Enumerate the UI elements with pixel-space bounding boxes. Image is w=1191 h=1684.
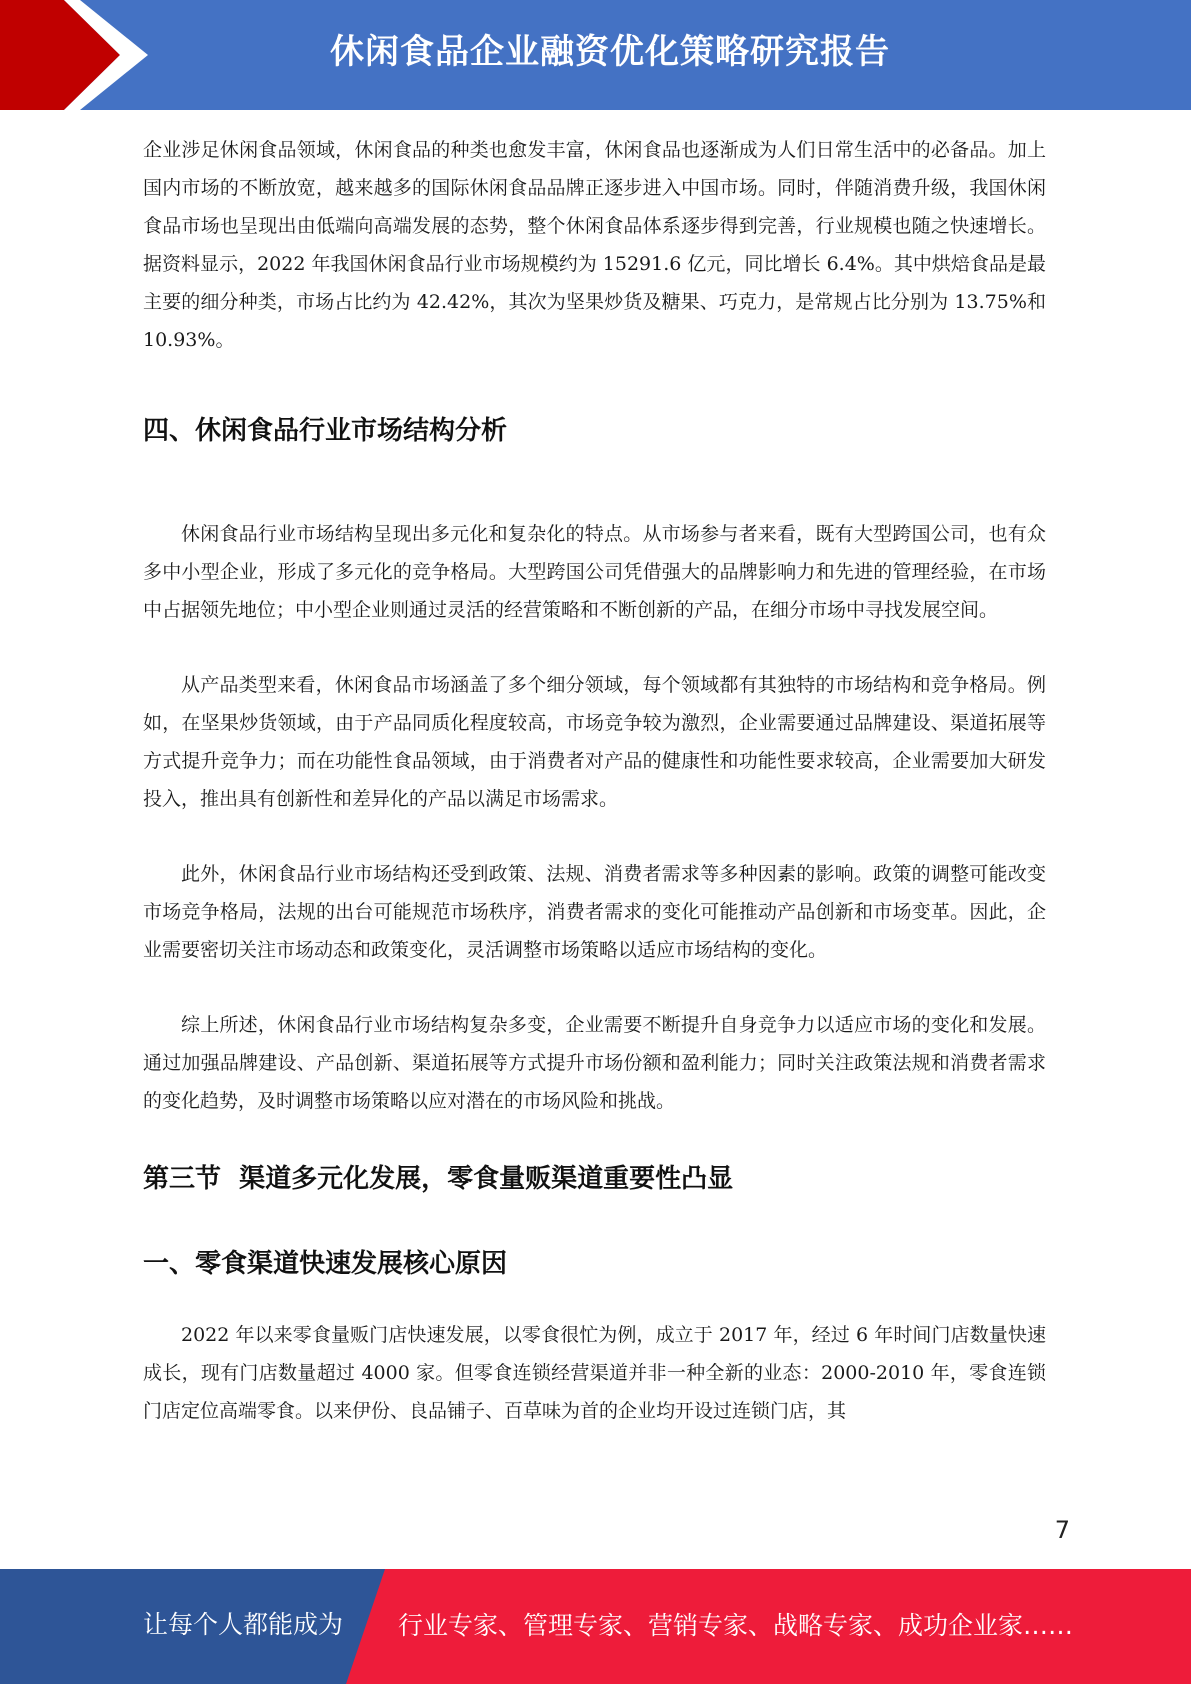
- document-title: 休闲食品企业融资优化策略研究报告: [330, 32, 890, 72]
- paragraph-snack-channel: 2022 年以来零食量贩门店快速发展，以零食很忙为例，成立于 2017 年，经过 6 年时间门店数量快速成长，现有门店数量超过 4000 家。但零食连锁经营渠道并非一种全新的业态：2000-2010 年，零食连锁门店定位高端零食。以来伊份、良品铺子、百草味为首的企业均开设过连锁门店，其: [143, 1324, 1046, 1422]
- header-banner: [0, 0, 1191, 110]
- page-number: 7: [1054, 1516, 1070, 1544]
- main-content: [143, 131, 1046, 1430]
- intro-paragraph: 企业涉足休闲食品领域，休闲食品的种类也愈发丰富，休闲食品也逐渐成为人们日常生活中的必备品。加上国内市场的不断放宽，越来越多的国际休闲食品品牌正逐步进入中国市场。同时，伴随消费升级，我国休闲食品市场也呈现出由低端向高端发展的态势，整个休闲食品体系逐步得到完善，行业规模也随之快速增长。据资料显示，2022 年我国休闲食品行业市场规模约为 15291.6 亿元，同比增长 6.4%。其中烘焙食品是最主要的细分种类，市场占比约为 42.42%，其次为坚果炒货及糖果、巧克力，是常规占比分别为 13.75%和 10.93%。: [143, 139, 1046, 351]
- section-heading-channel-reasons: 一、零食渠道快速发展核心原因: [143, 1249, 508, 1279]
- paragraph-market-participants: 休闲食品行业市场结构呈现出多元化和复杂化的特点。从市场参与者来看，既有大型跨国公司，也有众多中小型企业，形成了多元化的竞争格局。大型跨国公司凭借强大的品牌影响力和先进的管理经验，在市场中占据领先地位；中小型企业则通过灵活的经营策略和不断创新的产品，在细分市场中寻找发展空间。: [143, 523, 1046, 621]
- footer-slogan-right: 行业专家、管理专家、营销专家、战略专家、成功企业家……: [398, 1611, 1074, 1640]
- paragraph-summary: 综上所述，休闲食品行业市场结构复杂多变，企业需要不断提升自身竞争力以适应市场的变化和发展。通过加强品牌建设、产品创新、渠道拓展等方式提升市场份额和盈利能力；同时关注政策法规和消费者需求的变化趋势，及时调整市场策略以应对潜在的市场风险和挑战。: [143, 1014, 1046, 1112]
- footer-banner: [0, 1569, 1191, 1684]
- footer-slogan-left: 让每个人都能成为: [143, 1610, 344, 1639]
- header-arrow-shape: [0, 0, 160, 110]
- paragraph-product-types: 从产品类型来看，休闲食品市场涵盖了多个细分领域，每个领域都有其独特的市场结构和竞争格局。例如，在坚果炒货领域，由于产品同质化程度较高，市场竞争较为激烈，企业需要通过品牌建设、渠道拓展等方式提升竞争力；而在功能性食品领域，由于消费者对产品的健康性和功能性要求较高，企业需要加大研发投入，推出具有创新性和差异化的产品以满足市场需求。: [143, 674, 1046, 810]
- section-heading-market-structure: 四、休闲食品行业市场结构分析: [143, 416, 508, 446]
- chapter-section-heading: 第三节 渠道多元化发展，零食量贩渠道重要性凸显: [143, 1164, 734, 1194]
- paragraph-policy-factors: 此外，休闲食品行业市场结构还受到政策、法规、消费者需求等多种因素的影响。政策的调整可能改变市场竞争格局，法规的出台可能规范市场秩序，消费者需求的变化可能推动产品创新和市场变革。因此，企业需要密切关注市场动态和政策变化，灵活调整市场策略以适应市场结构的变化。: [143, 863, 1046, 961]
